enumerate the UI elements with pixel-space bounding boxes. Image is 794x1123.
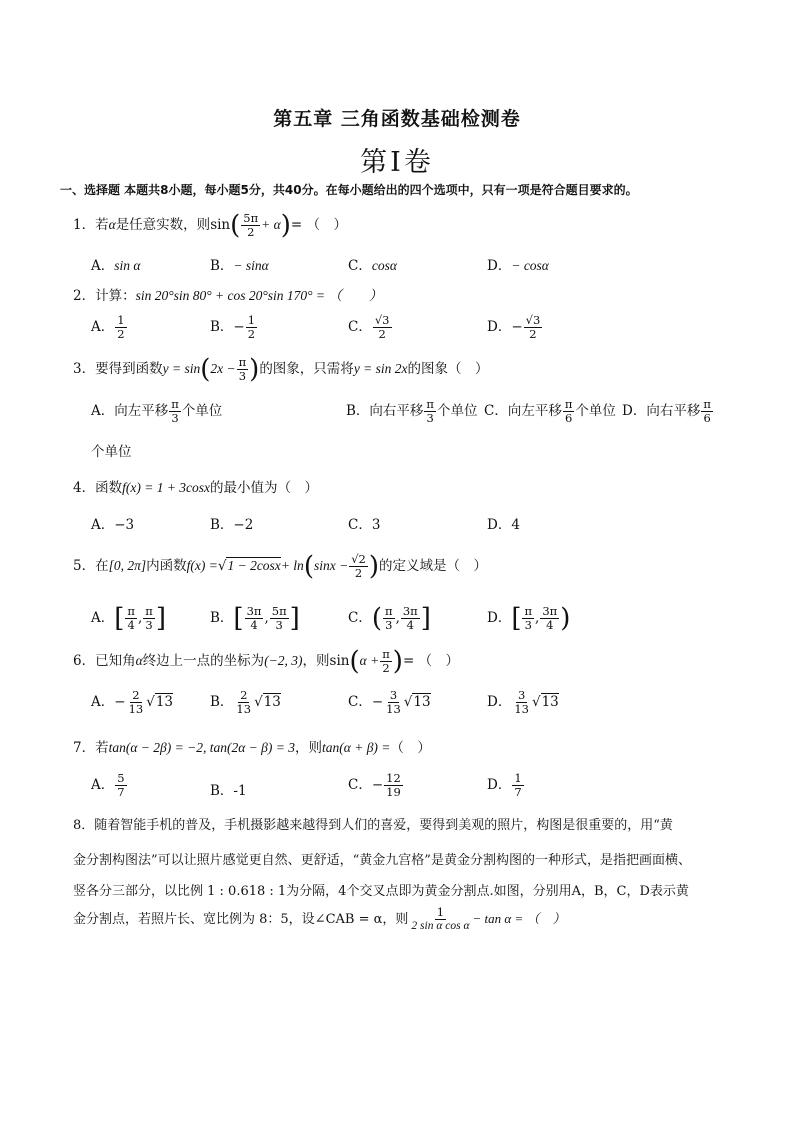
q4-option-c: C．3 [348, 517, 381, 533]
q1-option-c: C．cosα [348, 258, 397, 274]
question-5: 5．在[0, 2π]内函数f(x) =√1 − 2cosx+ ln(sinx − $\frac{√2}{2}$ )的定义域是（ ） [73, 551, 488, 582]
question-7: 7．若tan(α − 2β) = −2, tan(2α − β) = 3，则tan(α + β) =（ ） [73, 740, 431, 756]
question-3: 3．要得到函数y = sin(2x − $\frac{\pi}{3}$ )的图象，只需将y = sin 2x的图象（ ） [73, 354, 489, 385]
q1-option-d: D．− cosα [487, 258, 549, 274]
q2-option-b: B．− $\frac{1}{2}$ [210, 313, 256, 342]
q1-alpha: α [108, 217, 116, 233]
q1-option-a: A．sin α [91, 258, 141, 274]
q1-end: = （ ） [290, 217, 348, 234]
q5-option-a: A．[ $\frac{\pi}{4}$ , $\frac{\pi}{3}$ ] [91, 603, 166, 634]
q8-line-3: 竖各分三部分，以比例 1 : 0.618 : 1为分隔，4个交叉点即为黄金分割点.如图，分别用A，B，C，D表示黄 [73, 884, 689, 899]
q4-option-d: D．4 [487, 517, 520, 533]
q1-text: 是任意实数，则 [115, 217, 211, 234]
q3-option-c: C．向左平移 $\frac{\pi}{6}$ 个单位 [484, 397, 616, 426]
q2-option-a: A． $\frac{1}{2}$ [91, 313, 125, 342]
q6-option-b: B． $\frac{2}{13}$ √13 [210, 688, 281, 717]
q4-option-a: A．−3 [91, 517, 135, 533]
page-title: 第五章 三角函数基础检测卷 [273, 108, 521, 130]
q6-option-c: C．− $\frac{3}{13}$ √13 [348, 688, 431, 717]
q2-option-d: D．− $\frac{√3}{2}$ [487, 313, 541, 342]
q4-option-b: B．−2 [210, 517, 254, 533]
section-heading: 一、选择题 本题共8小题，每小题5分，共40分。在每小题给出的四个选项中，只有一项是符合题目要求的。 [60, 183, 638, 197]
q7-option-d: D． $\frac{1}{7}$ [487, 771, 522, 800]
q7-option-b: B．-1 [210, 783, 247, 799]
q6-option-d: D． $\frac{3}{13}$ √13 [487, 688, 559, 717]
q2-option-c: C． $\frac{√3}{2}$ [348, 313, 390, 342]
q7-option-c: C．− $\frac{12}{19}$ [348, 771, 401, 800]
q3-option-d: D．向右平移 $\frac{\pi}{6}$ [622, 397, 711, 426]
q5-option-b: B．[ $\frac{3\pi}{4}$ , $\frac{5\pi}{3}$ ] [210, 603, 300, 634]
q5-option-c: C．( $\frac{\pi}{3}$ , $\frac{3\pi}{4}$ ] [348, 603, 431, 634]
q2-expression: sin 20°sin 80° + cos 20°sin 170° = （ ） [135, 288, 383, 303]
question-4: 4．函数f(x) = 1 + 3cosx的最小值为（ ） [73, 480, 319, 496]
q1-plus: + α [261, 217, 281, 233]
q1-option-b: B．− sinα [210, 258, 269, 274]
q6-option-a: A．− $\frac{2}{13}$ √13 [91, 688, 173, 717]
q1-prefix: 1．若 [73, 217, 109, 234]
volume-heading: 第Ⅰ卷 [360, 147, 434, 178]
q8-line-4: 金分割点，若照片长、宽比例为 8：5，设∠CAB = α，则 $\frac{1}{\text{2 sin α cos α}}$ − tan α = （ ） [73, 905, 566, 933]
q5-option-d: D．[ $\frac{\pi}{3}$ , $\frac{3\pi}{4}$ ) [487, 603, 571, 634]
q3-option-d-cont: 个单位 [91, 444, 132, 460]
question-1: 1．若α是任意实数，则sin( $\frac{5\pi}{2}$ + α)= （ ） [73, 210, 348, 241]
q8-line-2: 金分割构图法”可以让照片感觉更自然、更舒适，“黄金九宫格”是黄金分割构图的一种形式，是指把画面横、 [73, 853, 691, 868]
q1-sin: sin [210, 217, 231, 234]
q3-option-b: B．向右平移 $\frac{\pi}{3}$ 个单位 [346, 397, 478, 426]
q1-fraction: $\frac{5\pi}{2}$ [243, 211, 259, 240]
q3-option-a: A．向左平移 $\frac{\pi}{3}$ 个单位 [91, 397, 223, 426]
question-2: 2．计算：sin 20°sin 80° + cos 20°sin 170° = （ ） [73, 288, 383, 304]
q8-line-1: 8．随着智能手机的普及，手机摄影越来越得到人们的喜爱，要得到美观的照片，构图是很重要的，用“黄 [73, 818, 673, 833]
question-6: 6．已知角α终边上一点的坐标为(−2, 3)，则sin(α + $\frac{\pi}{2}$ )= （ ） [73, 646, 460, 677]
q7-option-a: A． $\frac{5}{7}$ [91, 771, 125, 800]
